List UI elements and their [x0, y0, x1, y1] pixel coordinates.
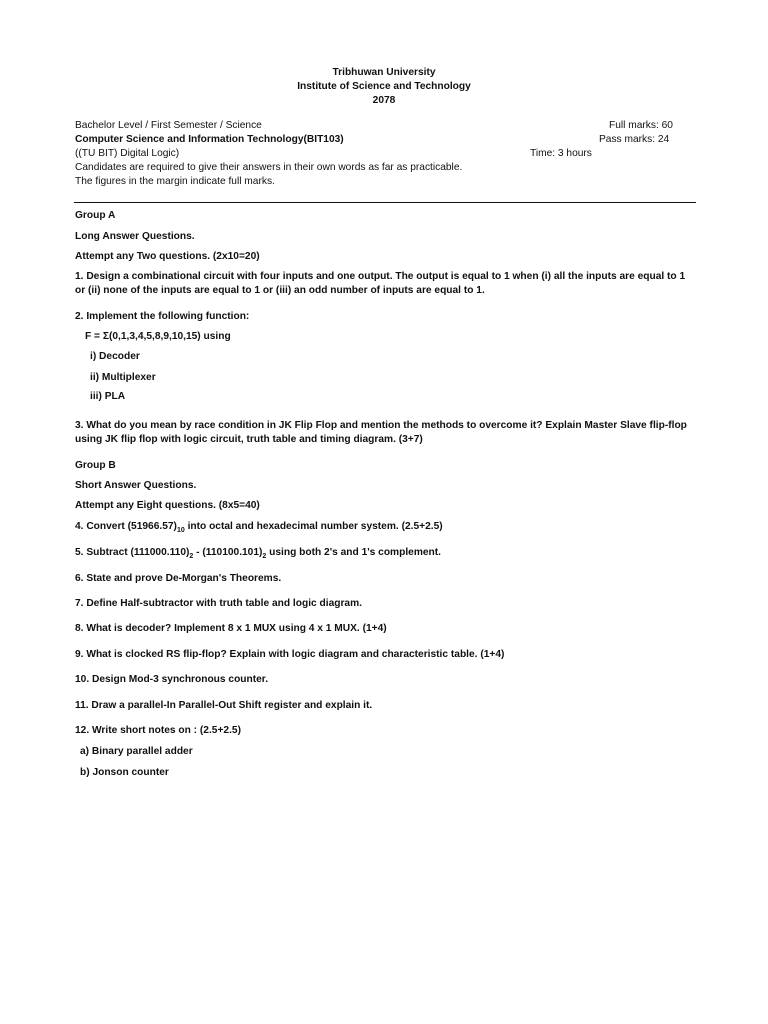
group-b-subtitle: Short Answer Questions.	[75, 480, 197, 491]
question-5: 5. Subtract $(111000.110)_2 - (110100.101)_2$ using both 2's and 1's complement.	[75, 547, 441, 560]
question-4: 4. Convert $(51966.57)_{10}$ into octal and hexadecimal number system. (2.5+2.5)	[75, 521, 443, 534]
group-a-subtitle: Long Answer Questions.	[75, 231, 195, 242]
question-10: 10. Design Mod-3 synchronous counter.	[75, 674, 269, 685]
full-marks: Full marks: 60	[609, 120, 673, 131]
level-label: Bachelor Level / First Semester / Science	[75, 120, 262, 131]
time-allowed: Time: 3 hours	[530, 148, 592, 159]
exam-header	[0, 66, 768, 108]
exam-year: 2078	[372, 95, 396, 106]
institute-name: Institute of Science and Technology	[297, 81, 471, 92]
question-12-a: a) Binary parallel adder	[80, 746, 193, 757]
question-8: 8. What is decoder? Implement 8 x 1 MUX using 4 x 1 MUX. (1+4)	[75, 623, 387, 634]
question-2-option-ii: ii) Multiplexer	[90, 372, 156, 383]
group-b-title: Group B	[75, 460, 116, 471]
question-12-b: b) Jonson counter	[80, 767, 169, 778]
course-name: ((TU BIT) Digital Logic)	[75, 148, 180, 159]
question-7: 7. Define Half-subtractor with truth table and logic diagram.	[75, 598, 362, 609]
exam-meta	[75, 119, 695, 189]
divider	[74, 202, 696, 203]
group-b-attempt: Attempt any Eight questions. (8x5=40)	[75, 500, 260, 511]
question-2: 2. Implement the following function:	[75, 311, 250, 322]
question-2-option-i: i) Decoder	[90, 351, 140, 362]
group-a-attempt: Attempt any Two questions. (2x10=20)	[75, 251, 260, 262]
instruction-1: Candidates are required to give their answers in their own words as far as practicable.	[75, 162, 463, 173]
question-3: 3. What do you mean by race condition in JK Flip Flop and mention the methods to overcome it? Explain Master Slave flip-flop using JK flip flop with logic circuit, truth table and timing diagram. (3+7)	[75, 420, 687, 445]
question-12: 12. Write short notes on : (2.5+2.5)	[75, 725, 241, 736]
question-6: 6. State and prove De-Morgan's Theorems.	[75, 573, 282, 584]
pass-marks: Pass marks: 24	[599, 134, 670, 145]
question-1: 1. Design a combinational circuit with four inputs and one output. The output is equal to 1 when (i) all the inputs are equal to 1 or (ii) none of the inputs are equal to 1 or (iii) an odd number of inputs are equal to 1.	[75, 271, 686, 296]
question-2-option-iii: iii) PLA	[90, 391, 126, 402]
question-2-function: F = Σ(0,1,3,4,5,8,9,10,15) using	[85, 331, 231, 342]
instruction-2: The figures in the margin indicate full marks.	[75, 176, 275, 187]
program-name: Computer Science and Information Technology(BIT103)	[75, 134, 344, 145]
university-name: Tribhuwan University	[332, 67, 436, 78]
group-a-title: Group A	[75, 210, 116, 221]
question-9: 9. What is clocked RS flip-flop? Explain with logic diagram and characteristic table. (1+4)	[75, 649, 505, 660]
question-11: 11. Draw a parallel-In Parallel-Out Shift register and explain it.	[75, 700, 373, 711]
